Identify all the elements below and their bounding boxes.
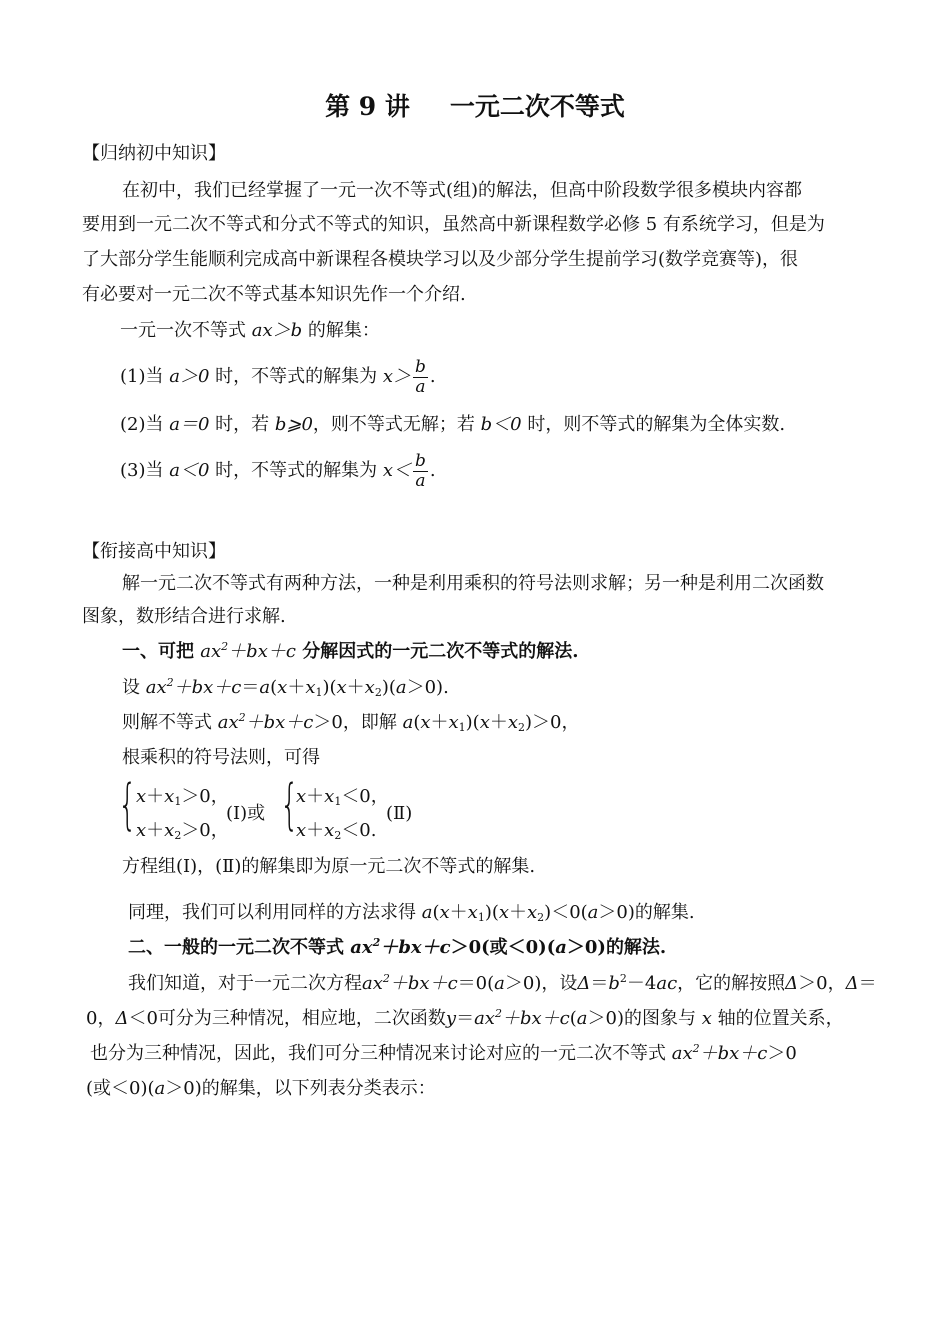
fraction-b-over-a: $\frac{b}{a}$ [415, 450, 426, 491]
system1-row2: $x+x_2>0$， [136, 820, 229, 842]
factor-inequality: 则解不等式 $ax^2+bx+c>0$，即解 $a(x+x_1)(x+x_2)>0$， [122, 711, 580, 734]
page-title [0, 92, 950, 122]
lecture-topic: 一元二次不等式 [449, 92, 625, 121]
linear-intro: 一元一次不等式 ax＞b 的解集： [120, 320, 380, 341]
left-brace-2: { [280, 773, 299, 836]
case-1: (1)当 a＞0 时，不等式的解集为 x＞ $\frac{b}{a}$ . [120, 356, 436, 397]
methods-line-2: 图象，数形结合进行求解. [82, 606, 286, 627]
sign-rule: 根乘积的符号法则，可得 [122, 747, 320, 768]
para-line-4: 有必要对一元二次不等式基本知识先作一个介绍. [82, 284, 466, 305]
system2-row1: $x+x_1<0$， [296, 786, 389, 808]
general-line-4: (或＜0)(a＞0)的解集，以下列表分类表示： [86, 1078, 436, 1099]
general-line-3: 也分为三种情况，因此，我们可分三种情况来讨论对应的一元二次不等式 $ax^2+bx+c>0$ [90, 1042, 797, 1064]
fraction-b-over-a: $\frac{b}{a}$ [415, 356, 426, 397]
section-heading-junior: 【归纳初中知识】 [82, 143, 226, 164]
case-3: (3)当 a＜0 时，不等式的解集为 x＜ $\frac{b}{a}$ . [120, 450, 436, 491]
section-heading-senior: 【衔接高中知识】 [82, 541, 226, 562]
system1-tag: (Ⅰ)或 [226, 803, 266, 824]
factor-setup: 设 $ax^2+bx+c=a(x+x_1)(x+x_2)(a>0)$. [122, 676, 449, 699]
system-conclusion: 方程组(Ⅰ)，(Ⅱ)的解集即为原一元二次不等式的解集. [122, 856, 536, 877]
similar-case: 同理，我们可以利用同样的方法求得 $a(x+x_1)(x+x_2)<0(a>0)$的解集. [128, 902, 695, 924]
general-line-1: 我们知道，对于一元二次方程$ax^2+bx+c=0(a>0)$，设$\Delta=b^2-4ac$，它的解按照Δ＞0，Δ＝ [128, 972, 877, 994]
para-line-2: 要用到一元二次不等式和分式不等式的知识，虽然高中新课程数学必修 5 有系统学习，但是为 [82, 214, 825, 235]
general-line-2: 0，Δ＜0可分为三种情况，相应地，二次函数$y=ax^2+bx+c(a>0)$的图象与 x 轴的位置关系， [86, 1007, 844, 1029]
para-line-1: 在初中，我们已经掌握了一元一次不等式(组)的解法，但高中阶段数学很多模块内容都 [122, 180, 803, 201]
part2-heading: 二、一般的一元二次不等式 $ax^2+bx+c>0$(或＜0)(a＞0)的解法. [128, 936, 667, 958]
case-2: (2)当 a＝0 时，若 b⩾0，则不等式无解；若 b＜0 时，则不等式的解集为全体实数. [120, 414, 786, 435]
system2-tag: (Ⅱ) [386, 803, 413, 824]
system1-row1: $x+x_1>0$， [136, 786, 229, 808]
left-brace-1: { [118, 773, 137, 836]
lecture-number: 第 9 讲 [325, 92, 410, 121]
methods-line-1: 解一元二次不等式有两种方法，一种是利用乘积的符号法则求解；另一种是利用二次函数 [122, 573, 824, 594]
para-line-3: 了大部分学生能顺利完成高中新课程各模块学习以及少部分学生提前学习(数学竞赛等)，很 [82, 249, 799, 270]
part1-heading: 一、可把 $ax^2+bx+c$ 分解因式的一元二次不等式的解法. [122, 640, 579, 662]
system2-row2: $x+x_2<0$. [296, 820, 377, 842]
